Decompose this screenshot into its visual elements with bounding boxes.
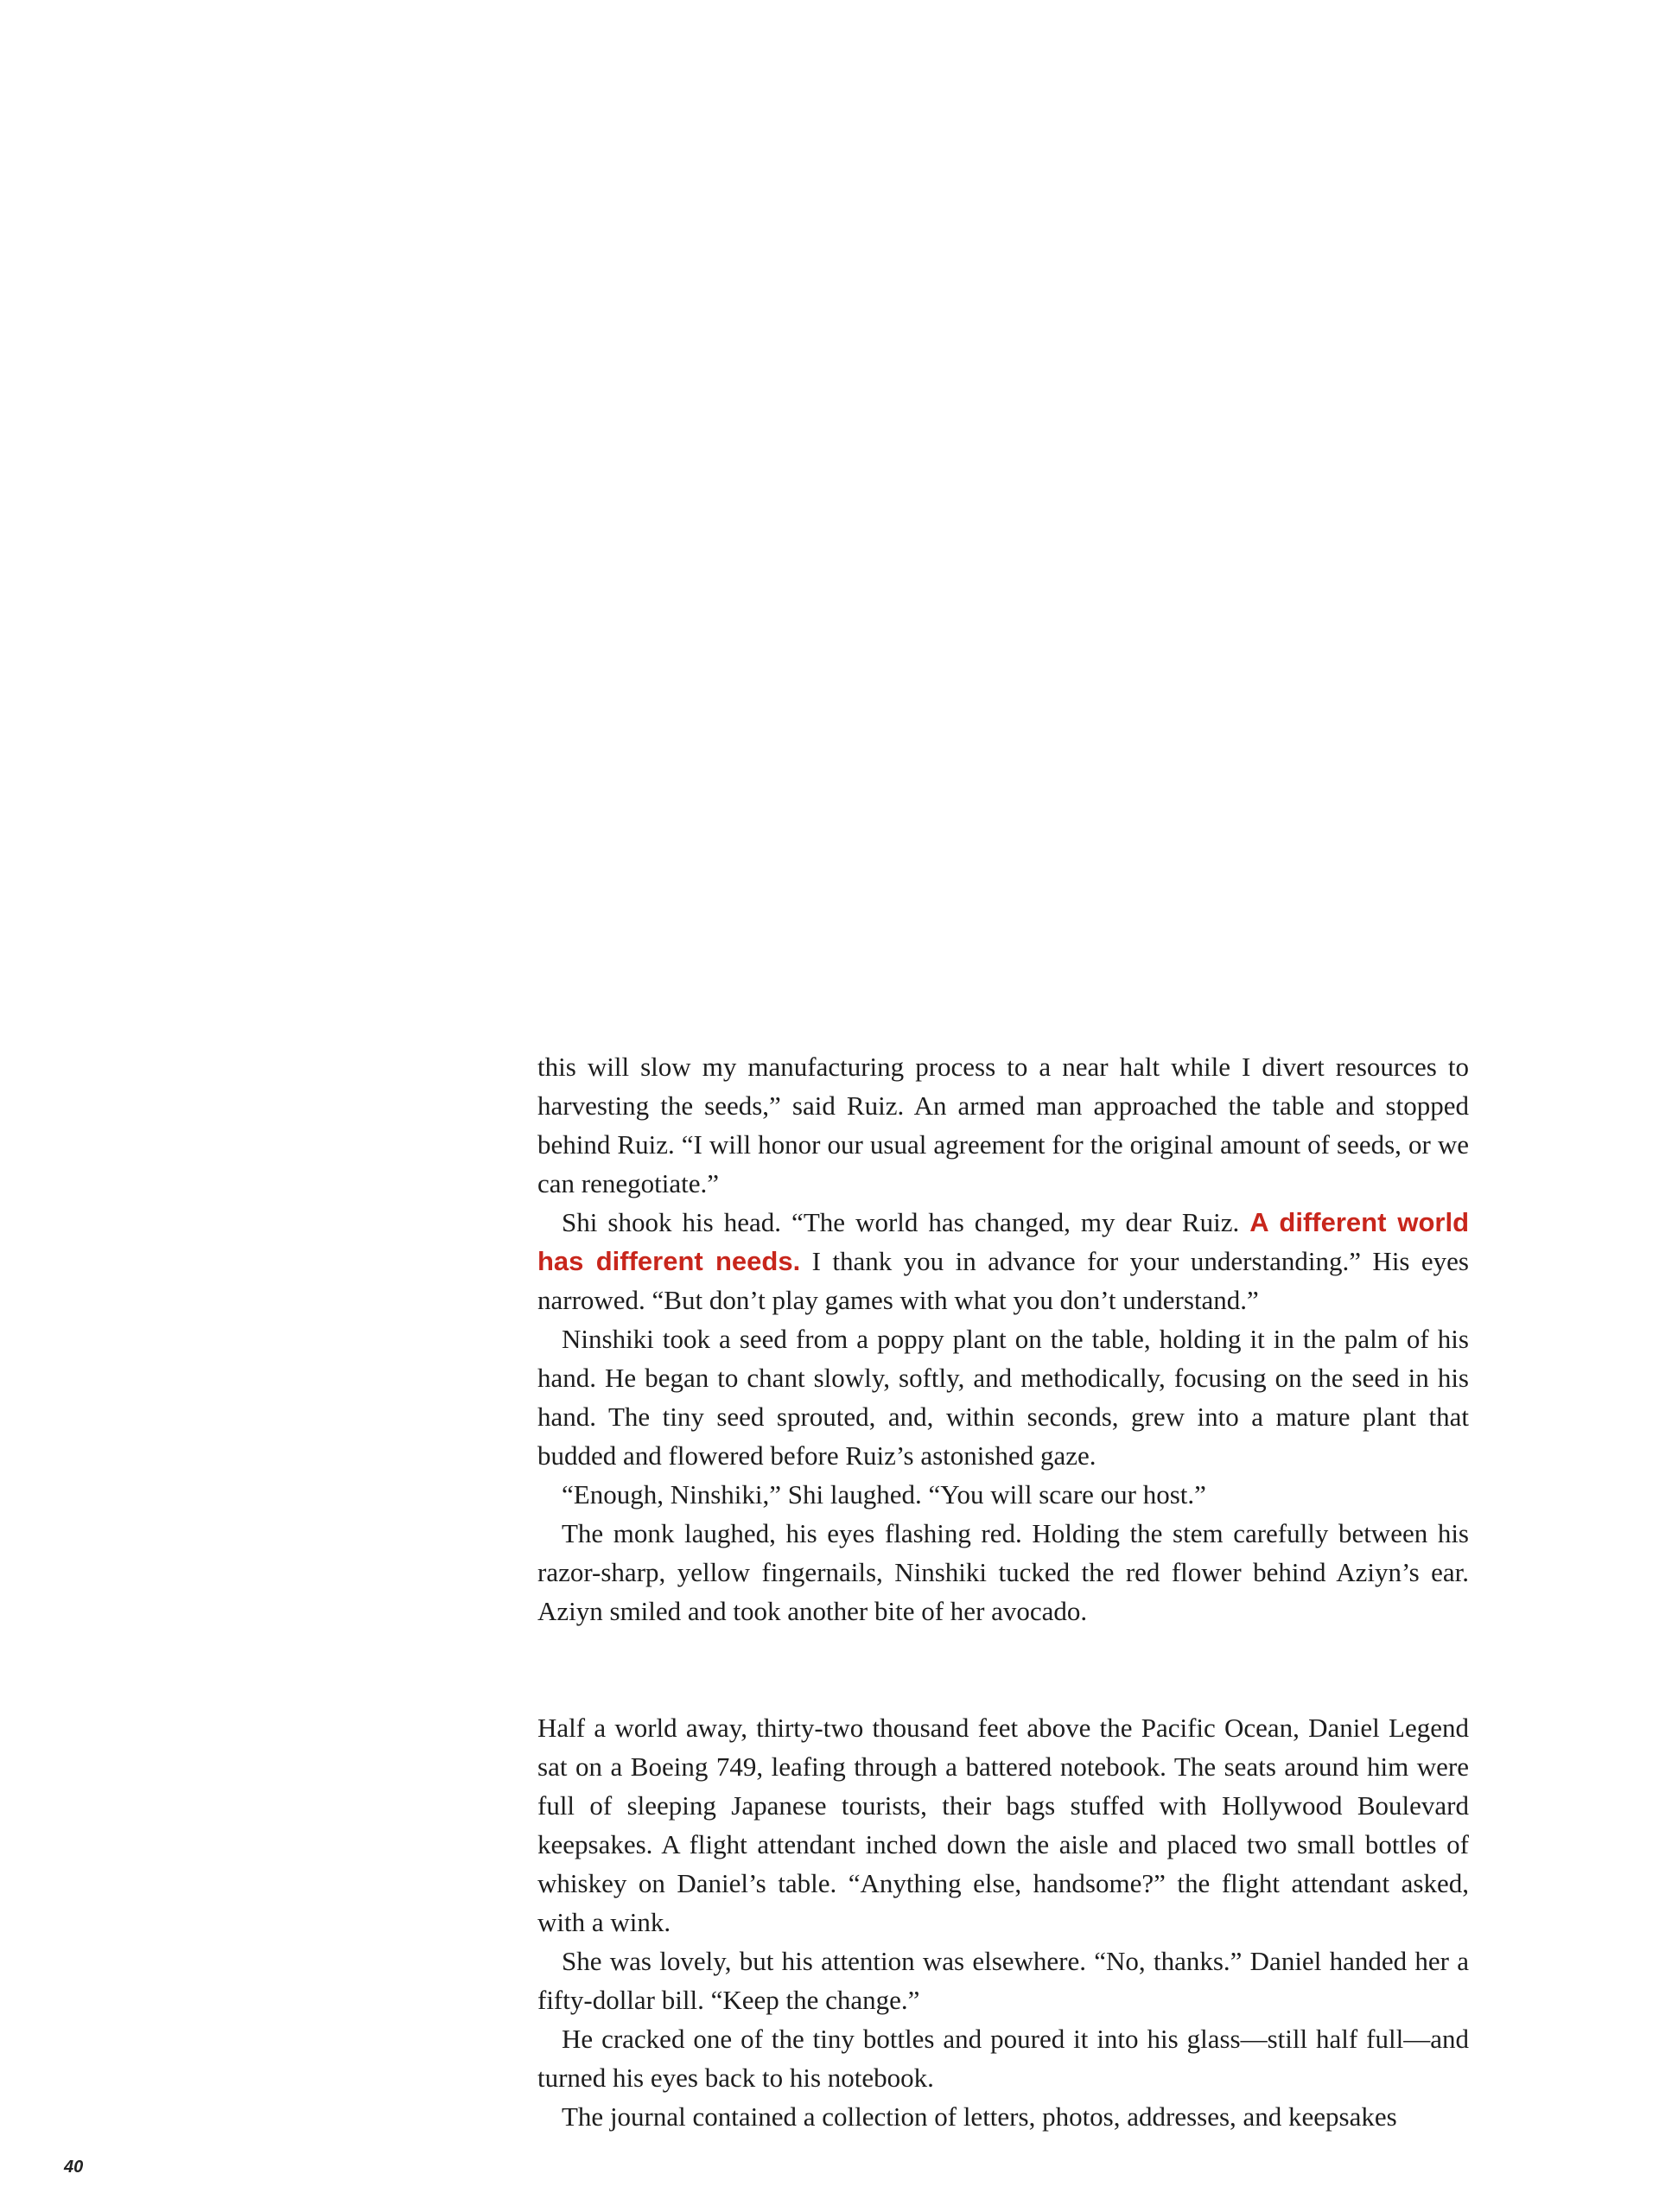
paragraph: She was lovely, but his attention was elsewhere. “No, thanks.” Daniel handed her a fifty-dollar bill. “Keep the change.” xyxy=(537,1946,1469,2015)
paragraph: The monk laughed, his eyes flashing red. Holding the stem carefully between his razor-sharp, yellow fingernails, Ninshiki tucked the red flower behind Aziyn’s ear. Aziyn smiled and took another bite of her avocado. xyxy=(537,1518,1469,1626)
paragraph: He cracked one of the tiny bottles and poured it into his glass—still half full—and turned his eyes back to his notebook. xyxy=(537,2024,1469,2093)
story-block-daniel xyxy=(537,1708,1469,2136)
paragraph: this will slow my manufacturing process to a near halt while I divert resources to harvesting the seeds,” said Ruiz. An armed man approached the table and stopped behind Ruiz. “I will honor our usual agreement for the original amount of seeds, or we can renegotiate.” xyxy=(537,1052,1469,1198)
page-number: 40 xyxy=(64,2158,84,2177)
paragraph: Ninshiki took a seed from a poppy plant on the table, holding it in the palm of his hand. He began to chant slowly, softly, and methodically, focusing on the seed in his hand. The tiny seed sprouted, and, within seconds, grew into a mature plant that budded and flowered before Ruiz’s astonished gaze. xyxy=(537,1324,1469,1471)
paragraph xyxy=(537,1203,1469,1319)
paragraph: The journal contained a collection of letters, photos, addresses, and keepsakes xyxy=(562,2101,1397,2132)
paragraph: “Enough, Ninshiki,” Shi laughed. “You will scare our host.” xyxy=(562,1479,1206,1510)
paragraph-text: Shi shook his head. “The world has changed, my dear Ruiz. xyxy=(562,1207,1250,1237)
story-block-ruiz xyxy=(537,1047,1469,1630)
pull-quote-highlight: A different world has different needs. xyxy=(537,1207,1470,1276)
paragraph: Half a world away, thirty-two thousand feet above the Pacific Ocean, Daniel Legend sat on a Boeing 749, leafing through a battered notebook. The seats around him were full of sleeping Japanese tourists, their bags stuffed with Hollywood Boulevard keepsakes. A flight attendant inched down the aisle and placed two small bottles of whiskey on Daniel’s table. “Anything else, handsome?” the flight attendant asked, with a wink. xyxy=(537,1713,1469,1937)
paragraph-text: I thank you in advance for your understanding.” His eyes narrowed. “But don’t play games with what you don’t understand.” xyxy=(537,1246,1469,1315)
